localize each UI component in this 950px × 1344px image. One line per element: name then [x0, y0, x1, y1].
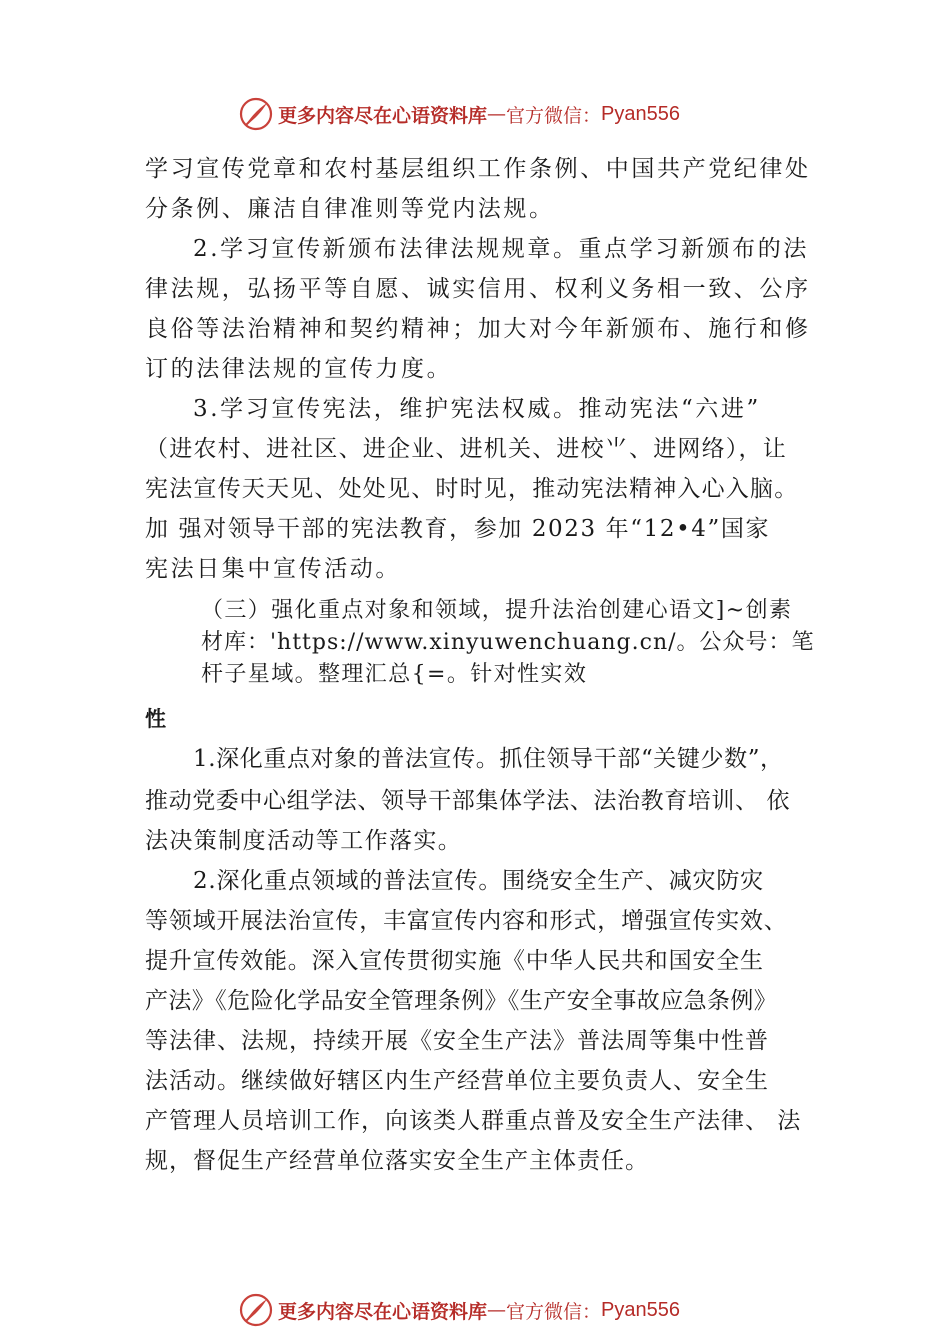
banner-sub-text: 官方微信： [506, 104, 602, 127]
text-line: 推动党委中心组学法、领导干部集体学法、法治教育培训、 依 [145, 788, 791, 814]
quill-logo-icon [238, 96, 274, 132]
text-line: 材库：'https://www.xinyuwenchuang.cn/。公众号：笔 [201, 630, 815, 655]
text-line: 产管理人员培训工作，向该类人群重点普及安全生产法律、 法 [145, 1108, 802, 1134]
text-line: 性 [145, 706, 166, 731]
text-line: 良俗等法治精神和契约精神；加大对今年新颁布、施行和修 [145, 316, 811, 342]
text-line: 2.深化重点领域的普法宣传。围绕安全生产、减灾防灾 [193, 868, 764, 894]
text-line: （进农村、进社区、进企业、进机关、进校⺌、进网络），让 [145, 436, 787, 462]
text-line: 杆子星域。整理汇总{=。针对性实效 [201, 662, 588, 687]
text-line: 规，督促生产经营单位落实安全生产主体责任。 [145, 1148, 649, 1174]
text-line: 等领域开展法治宣传，丰富宣传内容和形式，增强宣传实效、 [145, 908, 788, 934]
text-line: 3.学习宣传宪法，维护宪法权威。推动宪法“六进” [193, 396, 761, 422]
text-line: 等法律、法规，持续开展《安全生产法》普法周等集中性普 [145, 1028, 769, 1054]
text-line: 宪法日集中宣传活动。 [145, 556, 401, 582]
quill-logo-icon [238, 1292, 274, 1328]
text-line: 法决策制度活动等工作落实。 [145, 828, 463, 854]
text-line: 律法规，弘扬平等自愿、诚实信用、权利义务相一致、公序 [145, 276, 811, 302]
banner-main-text: 更多内容尽在心语资料库 [278, 1300, 488, 1323]
text-line: 法活动。继续做好辖区内生产经营单位主要负责人、安全生 [145, 1068, 769, 1094]
banner-wechat-id: Pyan556 [601, 102, 680, 125]
text-line: 加 强对领导干部的宪法教育，参加 2023 年“12•4”国家 [145, 516, 771, 542]
header-watermark-banner [238, 94, 758, 134]
text-line: 1.深化重点对象的普法宣传。抓住领导干部“关键少数”， [193, 746, 784, 772]
text-line: 宪法宣传天天见、处处见、时时见，推动宪法精神入心入脑。 [145, 476, 799, 502]
text-line: （三）强化重点对象和领域，提升法治创建心语文]~创素 [201, 598, 793, 623]
banner-main-text: 更多内容尽在心语资料库 [278, 104, 488, 127]
text-line: 产法》《危险化学品安全管理条例》《生产安全事故应急条例》 [145, 988, 778, 1014]
banner-wechat-id: Pyan556 [601, 1298, 680, 1321]
text-line: 学习宣传党章和农村基层组织工作条例、中国共产党纪律处 [145, 156, 811, 182]
text-line: 订的法律法规的宣传力度。 [145, 356, 453, 382]
footer-watermark-banner [238, 1290, 758, 1330]
text-line: 提升宣传效能。深入宣传贯彻实施《中华人民共和国安全生 [145, 948, 764, 974]
text-line: 分条例、廉洁自律准则等党内法规。 [145, 196, 555, 222]
banner-sub-text: 官方微信： [506, 1300, 602, 1323]
text-line: 2.学习宣传新颁布法律法规规章。重点学习新颁布的法 [193, 236, 809, 262]
banner-dash: — [487, 103, 507, 125]
banner-dash: — [487, 1299, 507, 1321]
